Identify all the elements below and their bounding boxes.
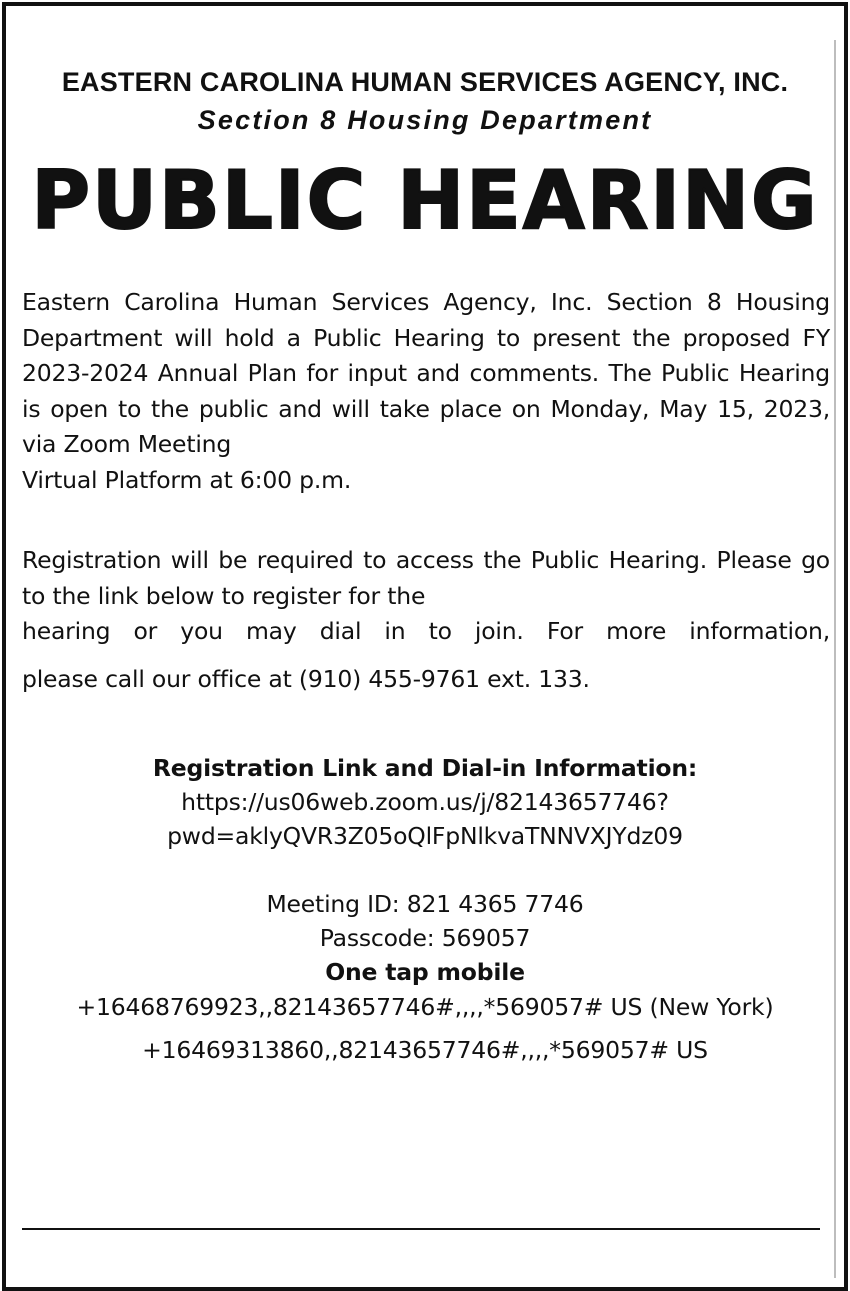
registration-heading: Registration Link and Dial-in Information: (152, 754, 698, 782)
hearing-announcement-paragraph (22, 285, 830, 499)
paragraph-line: Hearing. Please go to the link below to register for the (22, 546, 830, 610)
paragraph-line: Eastern Carolina Human Services Agency, Inc. Section 8 Housing (22, 288, 830, 316)
paragraph-line: Department will hold a Public Hearing to present the (22, 323, 671, 352)
paragraph-line: proposed FY 2023-2024 Annual Plan for input and (22, 323, 830, 388)
department-name: Section 8 Housing Department (197, 105, 653, 135)
paragraph-line: Registration will be required to access the Public (22, 546, 600, 574)
paragraph-line: comments. The Public Hearing is open to the public and will (22, 359, 830, 423)
paragraph-line: hearing or you may dial in to join. For more information, (22, 617, 830, 646)
paragraph-line: take place on Monday, May 15, 2023, via Zoom Meeting (22, 394, 830, 459)
notice-headline: PUBLIC HEARING (31, 154, 819, 247)
registration-link-line2[interactable]: pwd=aklyQVR3Z05oQlFpNlkvaTNNVXJYdz09 (167, 822, 683, 850)
dial-in-number-new-york: +16468769923,,82143657746#,,,,*569057# US (New York) (76, 993, 774, 1021)
agency-name: EASTERN CAROLINA HUMAN SERVICES AGENCY, INC. (61, 67, 789, 97)
paragraph-line: Virtual Platform at 6:00 p.m. (22, 465, 352, 494)
dial-in-number-us: +16469313860,,82143657746#,,,,*569057# US (142, 1036, 708, 1064)
bottom-divider (22, 1228, 820, 1230)
one-tap-heading: One tap mobile (325, 958, 525, 986)
passcode: Passcode: 569057 (319, 924, 531, 952)
registration-link-line1[interactable]: https://us06web.zoom.us/j/82143657746? (181, 788, 669, 816)
registration-paragraph (22, 543, 830, 650)
paragraph-line-contact: please call our office at (910) 455-9761 ext. 133. (22, 665, 590, 693)
meeting-id: Meeting ID: 821 4365 7746 (266, 890, 584, 918)
